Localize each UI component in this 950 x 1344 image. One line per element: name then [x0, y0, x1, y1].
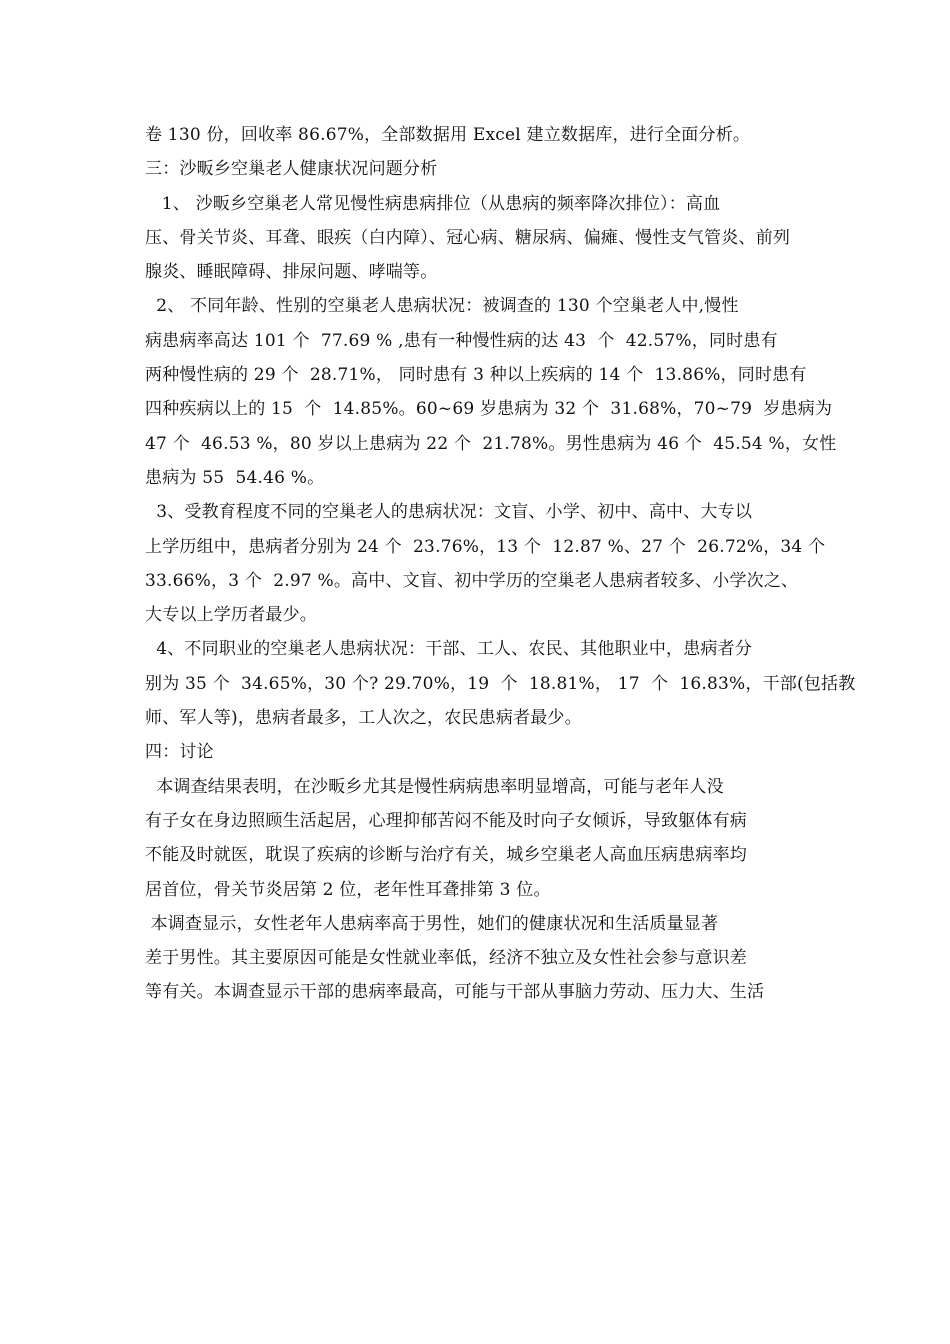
text-line: 压、骨关节炎、耳聋、眼疾（白内障）、冠心病、糖尿病、偏瘫、慢性支气管炎、前列	[145, 227, 791, 248]
text-line: 腺炎、睡眠障碍、排尿问题、哮喘等。	[145, 262, 438, 283]
text-line: 两种慢性病的 29 个 28.71%， 同时患有 3 种以上疾病的 14 个 13.86%，同时患有	[145, 365, 807, 386]
section-heading-text: 三：沙畈乡空巢老人健康状况问题分析	[145, 159, 438, 180]
text-line: 本调查显示，女性老年人患病率高于男性，她们的健康状况和生活质量显著	[145, 913, 719, 934]
section-3-heading	[145, 152, 813, 186]
text-line: 差于男性。其主要原因可能是女性就业率低，经济不独立及女性社会参与意识差	[145, 948, 747, 969]
text-line: 患病为 55 54.46 %。	[145, 467, 325, 488]
item-4-paragraph	[145, 632, 856, 735]
text-line: 等有关。本调查显示干部的患病率最高，可能与干部从事脑力劳动、压力大、生活	[145, 982, 765, 1003]
item-1-paragraph	[145, 187, 813, 290]
text-line: 1、 沙畈乡空巢老人常见慢性病患病排位（从患病的频率降次排位）：高血	[145, 193, 721, 214]
section-heading-text: 四：讨论	[145, 742, 214, 763]
text-line: 卷 130 份，回收率 86.67%，全部数据用 Excel 建立数据库，进行全面分析。	[145, 125, 751, 145]
text-line: 上学历组中，患病者分别为 24 个 23.76%，13 个 12.87 %、27 个 26.72%，34 个	[145, 536, 826, 557]
text-line: 本调查结果表明，在沙畈乡尤其是慢性病病患率明显增高，可能与老年人没	[145, 776, 724, 797]
text-line: 47 个 46.53 %，80 岁以上患病为 22 个 21.78%。男性患病为 46 个 45.54 %，女性	[145, 433, 837, 454]
text-line: 不能及时就医，耽误了疾病的诊断与治疗有关，城乡空巢老人高血压病患病率均	[145, 845, 747, 866]
section-4-heading	[145, 735, 813, 769]
text-line: 病患病率高达 101 个 77.69 % ,患有一种慢性病的达 43 个 42.57%，同时患有	[145, 330, 778, 351]
text-line: 3、受教育程度不同的空巢老人的患病状况：文盲、小学、初中、高中、大专以	[145, 502, 753, 523]
item-2-paragraph	[145, 289, 837, 495]
discussion-paragraph-1	[145, 770, 813, 907]
document-body	[145, 118, 856, 1010]
text-line: 有子女在身边照顾生活起居，心理抑郁苦闷不能及时向子女倾诉，导致躯体有病	[145, 810, 747, 831]
text-line: 别为 35 个 34.65%，30 个? 29.70%，19 个 18.81%， 17 个 16.83%，干部(包括教	[145, 673, 856, 694]
text-line: 大专以上学历者最少。	[145, 605, 317, 626]
text-line: 四种疾病以上的 15 个 14.85%。60~69 岁患病为 32 个 31.68%，70~79 岁患病为	[145, 399, 833, 420]
text-line: 居首位，骨关节炎居第 2 位，老年性耳聋排第 3 位。	[145, 879, 551, 900]
item-3-paragraph	[145, 495, 826, 632]
text-line: 4、不同职业的空巢老人患病状况：干部、工人、农民、其他职业中，患病者分	[145, 639, 753, 660]
text-line: 33.66%，3 个 2.97 %。高中、文盲、初中学历的空巢老人患病者较多、小学次之、	[145, 570, 799, 591]
discussion-paragraph-2	[145, 907, 813, 1010]
intro-continuation-paragraph	[145, 118, 813, 152]
text-line: 师、军人等)，患病者最多，工人次之，农民患病者最少。	[145, 708, 582, 729]
text-line: 2、 不同年龄、性别的空巢老人患病状况：被调查的 130 个空巢老人中,慢性	[145, 296, 739, 317]
